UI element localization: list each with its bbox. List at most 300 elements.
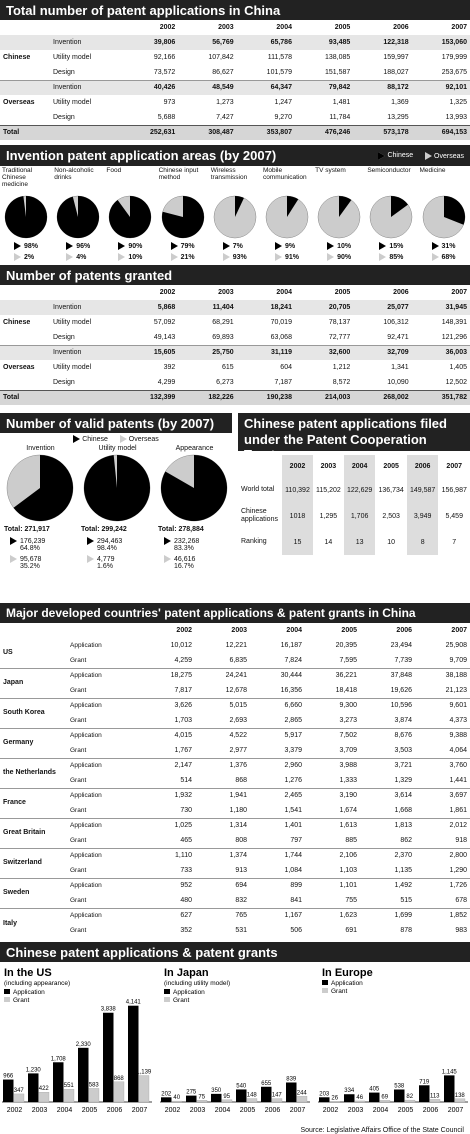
category-label: Invention xyxy=(50,80,120,95)
area-pie xyxy=(209,168,261,261)
cell-value: 4,299 xyxy=(157,378,176,386)
cell-value: 862 xyxy=(400,836,412,844)
bar-application xyxy=(128,1006,139,1102)
cell-value: 1,273 xyxy=(216,99,234,106)
cell-value: 88,172 xyxy=(353,80,411,95)
cell-value: 1,374 xyxy=(195,848,250,863)
cell-value: 465 xyxy=(180,836,192,844)
label-application: 966 xyxy=(3,1073,14,1080)
cell-value: 1,314 xyxy=(195,818,250,833)
valid-pies xyxy=(0,445,232,570)
x-tick-label: 2004 xyxy=(56,1107,73,1114)
chinese-share-value: 98% xyxy=(24,242,39,250)
cell-value: 514 xyxy=(180,776,192,784)
cell-value: 1,405 xyxy=(449,364,467,371)
cell-value: 10 xyxy=(387,538,396,546)
series-label: Application xyxy=(70,848,140,863)
valid-patents-panel xyxy=(0,413,232,603)
cell-value: 1,744 xyxy=(250,848,305,863)
cell-value: 1,932 xyxy=(140,788,195,803)
series-label: Application xyxy=(70,818,140,833)
legend-application-label: Application xyxy=(331,980,363,987)
cell-value: 25,908 xyxy=(445,642,467,649)
cell-value: 20,395 xyxy=(335,642,357,649)
area-pie-chart xyxy=(107,194,153,240)
country-name: Sweden xyxy=(0,878,70,908)
valid-overseas xyxy=(4,555,77,563)
overseas-icon xyxy=(164,555,171,563)
valid-pie xyxy=(154,445,231,570)
country-name: US xyxy=(3,649,13,657)
cell-value: 7,824 xyxy=(284,656,302,664)
cell-value: 9,709 xyxy=(449,656,467,664)
cell-value: 6,835 xyxy=(229,656,247,664)
total-row xyxy=(0,390,470,405)
label-grant: 868 xyxy=(113,1075,124,1082)
chart-subtitle: (including appearance) xyxy=(4,980,71,987)
cell-value: 1,623 xyxy=(305,908,360,923)
cell-value: 392 xyxy=(163,364,176,371)
table-row xyxy=(0,330,470,345)
chinese-share xyxy=(365,242,417,250)
cell-value: 983 xyxy=(455,927,467,934)
legend-chinese: Chinese xyxy=(82,435,108,443)
overseas-share-value: 93% xyxy=(232,253,247,261)
cell-value: 1,101 xyxy=(305,878,360,893)
x-tick-label: 2003 xyxy=(189,1107,206,1114)
year-header: 2004 xyxy=(344,455,376,477)
overseas-icon xyxy=(118,253,125,261)
bar-application xyxy=(53,1062,64,1102)
bar-grant xyxy=(355,1101,366,1102)
cell-value: 7,595 xyxy=(339,656,357,664)
table-row xyxy=(0,908,470,923)
cell-value: 1,541 xyxy=(284,806,302,814)
overseas-count: 46,616 xyxy=(174,555,196,563)
pct-title-line1: Chinese patent applications filed xyxy=(244,416,447,431)
chinese-count: 294,463 xyxy=(97,537,123,545)
row-label: Chinese applications xyxy=(241,508,278,523)
chinese-icon xyxy=(118,242,125,250)
cell-value: 16,187 xyxy=(280,642,302,649)
cell-value: 531 xyxy=(235,927,247,934)
year-header: 2005 xyxy=(341,627,357,634)
legend-grant-label: Grant xyxy=(173,997,190,1004)
table-row xyxy=(0,50,470,65)
cell-value: 49,143 xyxy=(153,333,176,341)
bar-application xyxy=(186,1096,197,1102)
overseas-share-value: 68% xyxy=(441,253,456,261)
cell-value: 64,347 xyxy=(237,80,295,95)
overseas-share-value: 10% xyxy=(128,253,143,261)
major-countries-table xyxy=(0,623,470,938)
cell-value: 1,247 xyxy=(274,99,292,106)
area-name: Food xyxy=(106,167,122,174)
overseas-icon xyxy=(379,253,386,261)
total-value: 351,782 xyxy=(412,390,470,405)
cell-value: 37,848 xyxy=(360,668,415,683)
chinese-legend-icon xyxy=(378,152,385,160)
area-pie-chart xyxy=(316,194,362,240)
cell-value: 4,373 xyxy=(449,716,467,724)
series-label: Grant xyxy=(70,776,87,784)
cell-value: 1,613 xyxy=(305,818,360,833)
total-value: 694,153 xyxy=(412,125,470,140)
country-name: Germany xyxy=(0,728,70,758)
year-header: 2004 xyxy=(286,627,302,634)
cell-value: 1,726 xyxy=(415,878,470,893)
overseas-icon xyxy=(171,253,178,261)
category-label: Invention xyxy=(50,300,120,315)
x-tick-label: 2003 xyxy=(347,1107,364,1114)
cell-value: 4,064 xyxy=(449,746,467,754)
table-row xyxy=(0,773,470,788)
total-applications-table xyxy=(0,20,470,140)
cell-value: 2,106 xyxy=(305,848,360,863)
overseas-icon xyxy=(66,253,73,261)
cell-value: 7 xyxy=(452,538,457,546)
cell-value: 604 xyxy=(280,364,292,371)
cell-value: 110,392 xyxy=(282,477,313,503)
year-header-row xyxy=(0,20,470,35)
label-grant: 26 xyxy=(331,1095,339,1102)
x-tick-label: 2004 xyxy=(214,1107,231,1114)
year-header: 2003 xyxy=(218,24,234,31)
cell-value: 3,273 xyxy=(339,716,357,724)
valid-pie xyxy=(77,445,154,570)
cell-value: 86,627 xyxy=(212,68,234,76)
valid-total: Total: 299,242 xyxy=(81,526,127,533)
cell-value: 1,767 xyxy=(174,746,192,754)
valid-category: Appearance xyxy=(175,445,214,452)
pie-slice-chinese xyxy=(57,196,99,238)
cell-value: 12,678 xyxy=(225,686,247,694)
cell-value: 2,465 xyxy=(250,788,305,803)
chinese-share xyxy=(52,242,104,250)
cell-value: 1,325 xyxy=(449,99,467,106)
country-name: Italy xyxy=(0,908,70,938)
year-header: 2002 xyxy=(159,289,176,296)
overseas-share xyxy=(0,253,52,261)
chinese-icon xyxy=(164,537,171,545)
label-grant: 551 xyxy=(63,1083,74,1090)
valid-overseas xyxy=(81,555,154,563)
chinese-share-value: 15% xyxy=(389,242,404,250)
areas-legend xyxy=(378,152,464,160)
label-grant: 113 xyxy=(429,1093,440,1100)
cell-value: 48,549 xyxy=(178,80,236,95)
cell-value: 92,166 xyxy=(153,54,176,61)
bar-application xyxy=(28,1073,39,1102)
cell-value: 10,090 xyxy=(387,378,409,386)
cell-value: 1,376 xyxy=(195,758,250,773)
cell-value: 65,786 xyxy=(237,35,295,50)
cell-value: 107,842 xyxy=(208,54,234,61)
ranking-row xyxy=(238,529,470,555)
cell-value: 615 xyxy=(221,364,234,371)
cell-value: 1,329 xyxy=(394,776,412,784)
cell-value: 1,699 xyxy=(360,908,415,923)
valid-total: Total: 271,917 xyxy=(4,526,50,533)
cell-value: 1,135 xyxy=(394,866,412,874)
x-tick-label: 2004 xyxy=(372,1107,389,1114)
overseas-icon xyxy=(87,555,94,563)
overseas-count: 4,779 xyxy=(97,555,115,563)
table-row xyxy=(0,818,470,833)
cell-value: 111,578 xyxy=(267,54,292,61)
chinese-share xyxy=(104,242,156,250)
cell-value: 38,188 xyxy=(415,668,470,683)
total-value: 214,003 xyxy=(295,390,353,405)
total-value: 476,246 xyxy=(295,125,353,140)
cell-value: 1,276 xyxy=(284,776,302,784)
valid-total: Total: 278,884 xyxy=(158,526,204,533)
cell-value: 3,760 xyxy=(415,758,470,773)
total-section-title: Total number of patent applications in China xyxy=(0,0,470,20)
cell-value: 32,709 xyxy=(353,345,411,360)
overseas-pct: 35.2% xyxy=(20,563,40,570)
cell-value: 13,993 xyxy=(445,113,467,121)
table-row xyxy=(0,803,470,818)
cell-value: 1,852 xyxy=(415,908,470,923)
bar-grant xyxy=(297,1096,308,1102)
cell-value: 3,379 xyxy=(284,746,302,754)
series-label: Application xyxy=(70,908,140,923)
chinese-pct: 64.8% xyxy=(20,545,40,552)
cell-value: 3,614 xyxy=(360,788,415,803)
overseas-share xyxy=(313,253,365,261)
bar-application xyxy=(286,1082,297,1102)
abroad-section-title: Chinese patent applications & patent grants xyxy=(0,942,470,962)
cell-value: 1,369 xyxy=(391,99,409,106)
cell-value: 1,481 xyxy=(332,99,351,106)
source-note: Source: Legislative Affairs Office of the State Council xyxy=(300,1127,464,1134)
label-application: 275 xyxy=(186,1089,197,1096)
cell-value: 1,441 xyxy=(449,776,467,784)
chinese-icon xyxy=(66,242,73,250)
chart-title: In the US xyxy=(4,967,52,979)
table-row xyxy=(0,683,470,698)
chinese-icon xyxy=(223,242,230,250)
label-grant: 347 xyxy=(13,1087,24,1094)
legend-application-swatch xyxy=(4,989,10,994)
total-value: 252,631 xyxy=(120,125,178,140)
legend-application-swatch xyxy=(164,989,170,994)
bar-grant xyxy=(247,1099,258,1102)
chinese-pct: 83.3% xyxy=(174,545,194,552)
table-row xyxy=(0,35,470,50)
area-pie xyxy=(0,168,52,261)
label-application: 655 xyxy=(261,1080,272,1087)
label-grant: 148 xyxy=(246,1092,257,1099)
cell-value: 1,110 xyxy=(140,848,195,863)
group-label: Chinese xyxy=(3,54,31,61)
category-label: Invention xyxy=(50,35,120,50)
table-row xyxy=(0,80,470,95)
cell-value: 253,675 xyxy=(441,68,467,76)
valid-pie-chart xyxy=(158,452,230,524)
series-label: Grant xyxy=(70,716,87,724)
area-name: Chinese input method xyxy=(158,167,199,181)
label-application: 538 xyxy=(394,1083,405,1090)
overseas-share-value: 85% xyxy=(389,253,404,261)
overseas-icon xyxy=(275,253,282,261)
x-tick-label: 2005 xyxy=(239,1107,256,1114)
year-header: 2002 xyxy=(159,24,176,31)
cell-value: 1,813 xyxy=(360,818,415,833)
cell-value: 78,137 xyxy=(328,319,351,326)
cell-value: 32,600 xyxy=(295,345,353,360)
cell-value: 138,085 xyxy=(325,54,351,61)
cell-value: 56,769 xyxy=(178,35,236,50)
cell-value: 733 xyxy=(180,866,192,874)
x-tick-label: 2005 xyxy=(397,1107,414,1114)
total-value: 573,178 xyxy=(353,125,411,140)
cell-value: 678 xyxy=(455,896,467,904)
valid-category: Utility model xyxy=(98,445,137,452)
group-label xyxy=(0,300,50,315)
label-grant: 46 xyxy=(356,1094,364,1101)
chinese-count: 176,239 xyxy=(20,537,46,545)
cell-value: 1,703 xyxy=(174,716,192,724)
label-grant: 147 xyxy=(271,1092,282,1099)
cell-value: 151,587 xyxy=(325,68,351,76)
x-tick-label: 2005 xyxy=(81,1107,98,1114)
label-grant: 244 xyxy=(296,1090,307,1097)
cell-value: 1,290 xyxy=(449,866,467,874)
chinese-icon xyxy=(379,242,386,250)
total-value: 308,487 xyxy=(178,125,236,140)
chinese-share-value: 79% xyxy=(180,242,195,250)
total-label: Total xyxy=(0,390,50,405)
overseas-share xyxy=(157,253,209,261)
chart-subtitle: (including utility model) xyxy=(164,980,231,987)
category-label: Utility model xyxy=(53,319,92,326)
overseas-pct: 1.6% xyxy=(97,563,113,570)
cell-value: 973 xyxy=(163,99,176,106)
table-row xyxy=(0,698,470,713)
bar-grant xyxy=(114,1082,125,1102)
cell-value: 797 xyxy=(290,836,302,844)
year-header: 2005 xyxy=(334,289,351,296)
cell-value: 9,300 xyxy=(305,698,360,713)
cell-value: 13 xyxy=(344,529,376,555)
area-name: TV system xyxy=(315,167,346,174)
area-pie xyxy=(313,168,365,261)
group-label xyxy=(0,375,50,390)
area-pie xyxy=(365,168,417,261)
cell-value: 1018 xyxy=(282,503,313,529)
year-header: 2003 xyxy=(231,627,247,634)
area-name: Wireless transmission xyxy=(210,167,248,181)
area-pie-chart xyxy=(212,194,258,240)
table-row xyxy=(0,743,470,758)
legend-grant-swatch xyxy=(322,988,328,993)
chinese-share-value: 96% xyxy=(76,242,91,250)
x-tick-label: 2007 xyxy=(131,1107,148,1114)
chinese-applications-row xyxy=(238,503,470,529)
cell-value: 36,221 xyxy=(305,668,360,683)
group-label: Overseas xyxy=(3,364,35,371)
cell-value: 4,522 xyxy=(195,728,250,743)
total-value: 268,002 xyxy=(353,390,411,405)
cell-value: 122,629 xyxy=(344,477,376,503)
label-grant: 82 xyxy=(406,1094,414,1101)
table-row xyxy=(0,300,470,315)
table-row xyxy=(0,878,470,893)
bar-grant xyxy=(197,1100,208,1102)
bar-application xyxy=(261,1087,272,1102)
cell-value: 3,626 xyxy=(140,698,195,713)
granted-section-title: Number of patents granted xyxy=(0,265,470,285)
cell-value: 92,471 xyxy=(387,333,409,341)
valid-chinese xyxy=(158,537,231,545)
total-value: 182,226 xyxy=(178,390,236,405)
overseas-share xyxy=(365,253,417,261)
table-row xyxy=(0,893,470,908)
cell-value: 878 xyxy=(400,927,412,934)
row-label: World total xyxy=(241,486,275,494)
label-application: 334 xyxy=(344,1088,355,1095)
cell-value: 25,077 xyxy=(353,300,411,315)
cell-value: 6,273 xyxy=(216,378,234,386)
table-row xyxy=(0,668,470,683)
cell-value: 515 xyxy=(400,896,412,904)
overseas-share-value: 21% xyxy=(180,253,195,261)
group-label: Overseas xyxy=(3,99,35,106)
cell-value: 7,187 xyxy=(274,378,292,386)
cell-value: 1,295 xyxy=(319,512,338,520)
world-total-row xyxy=(238,477,470,503)
cell-value: 188,027 xyxy=(383,68,409,76)
bar-grant xyxy=(405,1100,416,1102)
year-header: 2003 xyxy=(218,289,234,296)
area-name: Traditional Chinese medicine xyxy=(2,167,33,188)
label-application: 540 xyxy=(236,1083,247,1090)
label-application: 202 xyxy=(161,1091,172,1098)
total-value: 190,238 xyxy=(237,390,295,405)
cell-value: 506 xyxy=(290,927,302,934)
cell-value: 1,341 xyxy=(391,364,409,371)
area-pie-chart xyxy=(368,194,414,240)
cell-value: 1,025 xyxy=(140,818,195,833)
legend-grant-label: Grant xyxy=(13,997,30,1004)
series-label: Grant xyxy=(70,806,87,814)
cell-value: 18,275 xyxy=(140,668,195,683)
cell-value: 832 xyxy=(235,896,247,904)
year-header: 2006 xyxy=(393,24,409,31)
legend-application-label: Application xyxy=(13,989,45,996)
total-label: Total xyxy=(0,125,50,140)
cell-value: 5,917 xyxy=(250,728,305,743)
chinese-share-value: 7% xyxy=(232,242,243,250)
cell-value: 159,997 xyxy=(383,54,409,61)
cell-value: 30,444 xyxy=(250,668,305,683)
valid-legend xyxy=(0,433,232,445)
cell-value: 2,800 xyxy=(415,848,470,863)
cell-value: 1,861 xyxy=(449,806,467,814)
valid-pie-chart xyxy=(81,452,153,524)
cell-value: 1,401 xyxy=(250,818,305,833)
cell-value: 153,060 xyxy=(412,35,470,50)
country-name: South Korea xyxy=(0,698,70,728)
category-label: Invention xyxy=(50,345,120,360)
bar-application xyxy=(103,1013,114,1102)
cell-value: 18,241 xyxy=(237,300,295,315)
cell-value: 3,949 xyxy=(407,503,439,529)
table-row xyxy=(0,638,470,653)
cell-value: 2,977 xyxy=(229,746,247,754)
